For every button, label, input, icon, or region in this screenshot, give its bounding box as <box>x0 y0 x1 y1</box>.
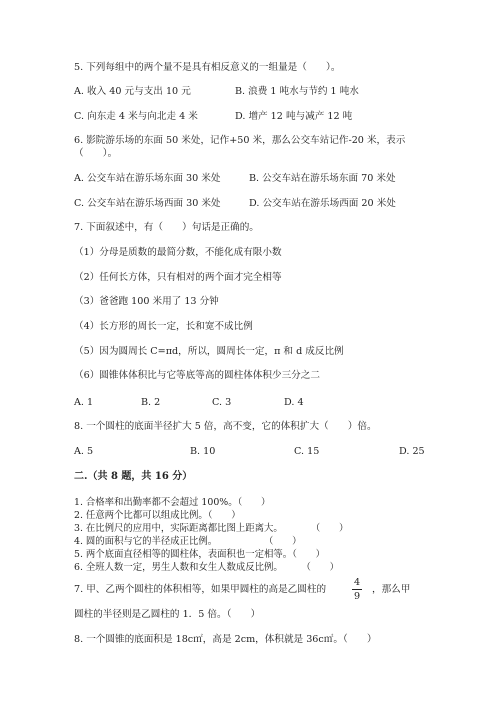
tf-item-7-line2: 圆柱的半径则是乙圆柱的 1．5 倍。（ ） <box>74 609 261 620</box>
q6-option-d: D. 公交车站在游乐场西面 20 米处 <box>249 198 396 209</box>
q7-statement-2: （2）任何长方体，只有相对的两个面才完全相等 <box>74 272 282 283</box>
fraction-four-ninths <box>352 577 362 602</box>
section-2-title: 二.（共 8 题，共 16 分） <box>74 471 193 482</box>
q7-option-a: A. 1 <box>74 397 94 408</box>
tf-item-3: 3. 在比例尺的应用中，实际距离都比图上距离大。 （ ） <box>74 523 349 534</box>
tf-item-1: 1. 合格率和出勤率都不会超过 100%。（ ） <box>74 497 271 508</box>
tf-item-8: 8. 一个圆锥的底面积是 18c㎡，高是 2cm，体积就是 36c㎡。（ ） <box>74 634 377 645</box>
q8-option-b: B. 10 <box>190 446 216 457</box>
tf-item-4: 4. 圆的面积与它的半径成正比例。 （ ） <box>74 536 302 547</box>
q5-option-a: A. 收入 40 元与支出 10 元 <box>74 86 191 97</box>
q6-stem-line2: （ ）。 <box>74 148 118 159</box>
q8-option-d: D. 25 <box>399 446 425 457</box>
q7-option-d: D. 4 <box>284 397 304 408</box>
fraction-bar <box>352 589 362 590</box>
tf-item-7-line1: 7. 甲、乙两个圆柱的体积相等，如果甲圆柱的高是乙圆柱的 <box>74 584 327 595</box>
q5-stem: 5. 下列每组中的两个量不是具有相反意义的一组量是（ ）。 <box>74 62 341 73</box>
q8-option-a: A. 5 <box>74 446 94 457</box>
q7-statement-5: （5）因为圆周长 C=πd，所以，圆周长一定，π 和 d 成反比例 <box>74 346 344 357</box>
q6-option-a: A. 公交车站在游乐场东面 30 米处 <box>74 173 221 184</box>
q7-statement-3: （3）爸爸跑 100 米用了 13 分钟 <box>74 296 219 307</box>
q7-statement-1: （1）分母是质数的最简分数，不能化成有限小数 <box>74 247 282 258</box>
fraction-numerator: 4 <box>353 577 361 588</box>
q5-option-b: B. 浪费 1 吨水与节约 1 吨水 <box>235 86 359 97</box>
q6-option-c: C. 公交车站在游乐场西面 30 米处 <box>74 198 221 209</box>
tf-item-5: 5. 两个底面直径相等的圆柱体，表面积也一定相等。（ ） <box>74 549 325 560</box>
q7-option-b: B. 2 <box>141 397 161 408</box>
q7-stem: 7. 下面叙述中，有（ ）句话是正确的。 <box>74 222 259 233</box>
q8-stem: 8. 一个圆柱的底面半径扩大 5 倍，高不变，它的体积扩大（ ）倍。 <box>74 421 377 432</box>
q5-option-d: D. 增产 12 吨与减产 12 吨 <box>235 111 353 122</box>
q7-statement-4: （4）长方形的周长一定，长和宽不成比例 <box>74 321 253 332</box>
q6-stem-line1: 6. 影院游乐场的东面 50 米处，记作+50 米，那么公交车站记作-20 米，表示 <box>74 135 406 146</box>
fraction-denominator: 9 <box>353 591 361 602</box>
q8-option-c: C. 15 <box>294 446 320 457</box>
q6-option-b: B. 公交车站在游乐场东面 70 米处 <box>249 173 396 184</box>
tf-item-2: 2. 任意两个比都可以组成比例。（ ） <box>74 510 241 521</box>
q5-option-c: C. 向东走 4 米与向北走 4 米 <box>74 111 198 122</box>
tf-item-7-line1-end: ，那么甲 <box>372 584 411 595</box>
q7-statement-6: （6）圆锥体体积比与它等底等高的圆柱体体积少三分之二 <box>74 370 320 381</box>
q7-option-c: C. 3 <box>212 397 232 408</box>
tf-item-6: 6. 全班人数一定，男生人数和女生人数成反比例。 （ ） <box>74 562 340 573</box>
